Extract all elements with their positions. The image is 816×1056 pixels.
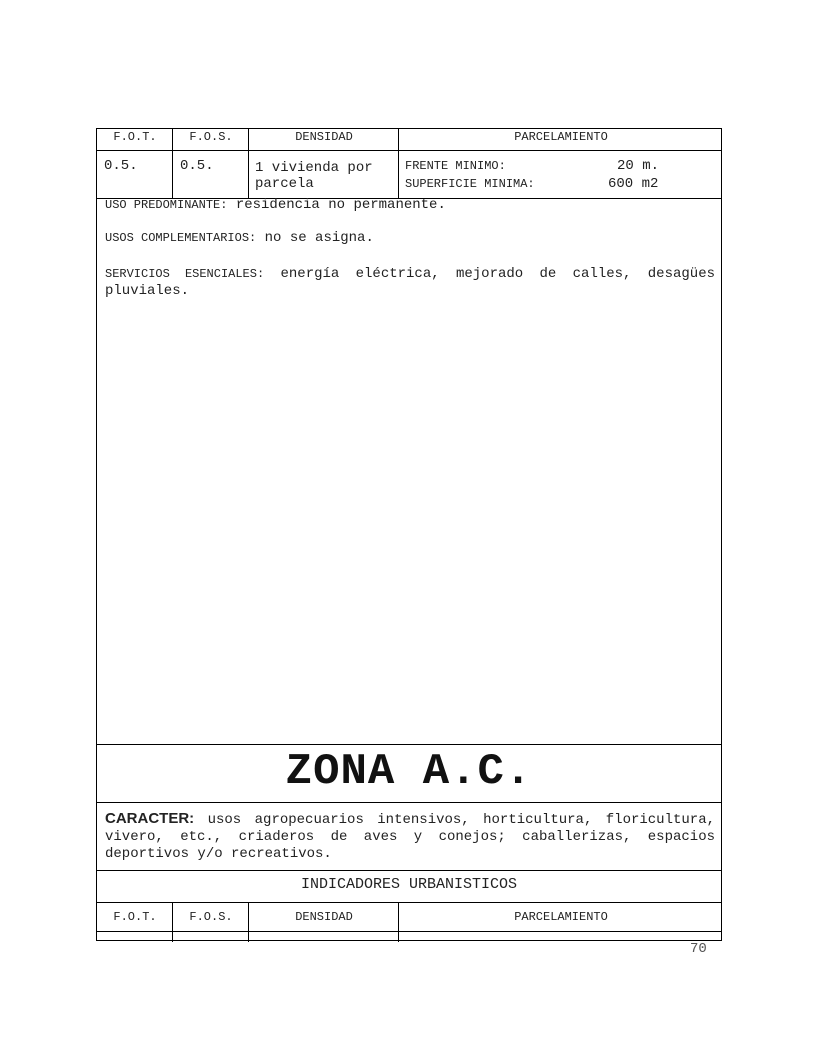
bottom-header-densidad: DENSIDAD [295,910,353,924]
top-header-fos: F.O.S. [189,130,233,144]
bottom-header-fot: F.O.T. [113,910,157,924]
top-header-fot: F.O.T. [113,130,157,144]
frente-minimo-value: 20 m. [617,158,660,174]
bottom-col-divider-3 [398,902,399,942]
caracter-label: CARACTER: [105,810,195,827]
superficie-minima-value: 600 m2 [608,176,659,192]
bottom-col-divider-1 [172,902,173,942]
uso-predominante-value: residencia no permanente. [227,197,446,213]
superficie-minima-label: SUPERFICIE MINIMA: [405,177,535,191]
densidad-line-2: parcela [255,176,314,192]
servicios-esenciales-label: SERVICIOS ESENCIALES: [105,267,265,281]
usos-complementarios [105,230,715,247]
caracter-paragraph [105,810,715,863]
usos-complementarios-label: USOS COMPLEMENTARIOS: [105,231,257,245]
divider [97,744,721,745]
divider [97,902,721,903]
caracter-value: usos agropecuarios intensivos, horticultura, floricultura, vivero, etc., criaderos de aves y conejos; caballerizas, espacios deportivos y/o recreativos. [105,812,715,862]
page-number: 70 [690,941,707,957]
top-col-divider-1 [172,129,173,198]
servicios-esenciales-value: energía eléctrica, mejorado de calles, desagües pluviales. [105,266,715,299]
top-col-divider-2 [248,129,249,198]
frente-minimo-label: FRENTE MINIMO: [405,159,506,173]
fos-value: 0.5. [180,158,214,174]
top-header-densidad: DENSIDAD [295,130,353,144]
fot-value: 0.5. [104,158,138,174]
divider [97,150,721,151]
top-col-divider-3 [398,129,399,198]
bottom-col-divider-2 [248,902,249,942]
uso-predominante-label: USO PREDOMINANTE: [105,198,228,212]
document-frame [96,128,722,941]
usos-complementarios-value: no se asigna. [256,230,374,246]
bottom-header-fos: F.O.S. [189,910,233,924]
servicios-esenciales [105,266,715,300]
divider [97,802,721,803]
divider [97,931,721,932]
divider [97,870,721,871]
indicadores-title: INDICADORES URBANISTICOS [300,876,518,893]
top-header-parcelamiento: PARCELAMIENTO [514,130,608,144]
zone-title: ZONA A.C. [285,747,533,797]
uso-predominante [105,197,715,214]
bottom-header-parcelamiento: PARCELAMIENTO [514,910,608,924]
densidad-line-1: 1 vivienda por [255,160,373,176]
